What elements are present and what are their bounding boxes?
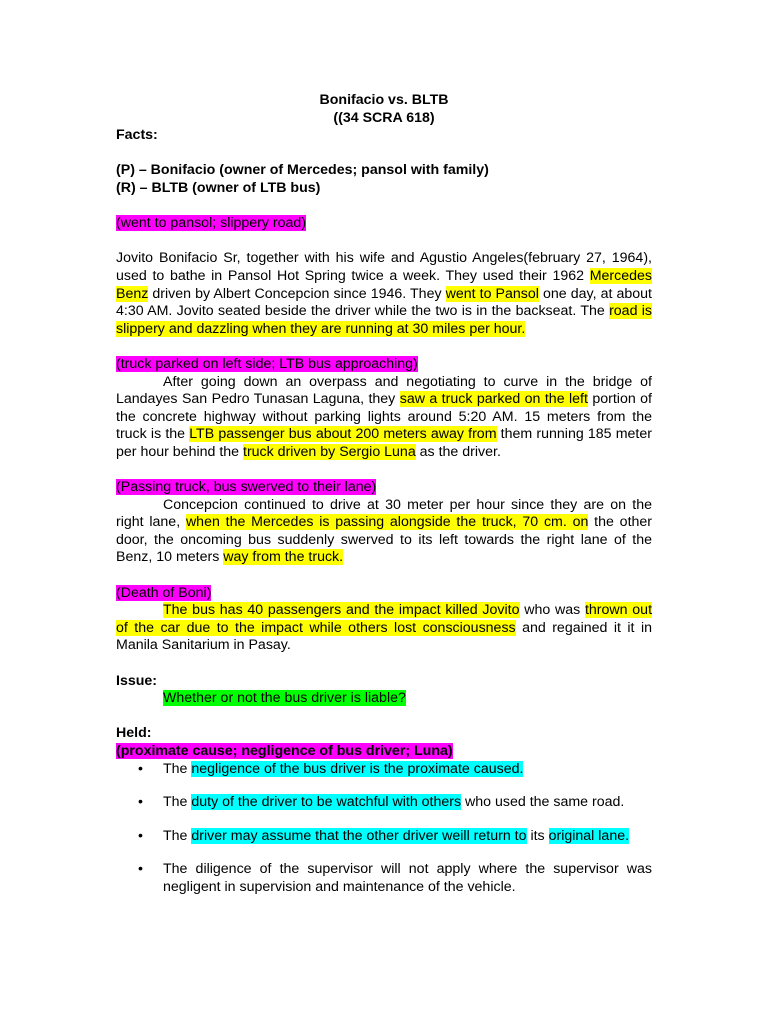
issue-heading: Issue:	[116, 672, 158, 689]
case-title: Bonifacio vs. BLTB	[319, 92, 449, 108]
facts-tag-2: (truck parked on left side; LTB bus approaching)	[116, 355, 418, 372]
facts-tag-4: (Death of Boni)	[116, 584, 212, 601]
facts-tag-1: (went to pansol; slippery road)	[116, 215, 307, 232]
held-item-3: • The driver may assume that the other driver weill return to its original lane.	[138, 827, 630, 844]
bullet-icon: •	[138, 794, 143, 811]
issue-text: Whether or not the bus driver is liable?	[163, 690, 406, 707]
bullet-icon: •	[138, 861, 143, 878]
petitioner-line: (P) – Bonifacio (owner of Mercedes; pansol with family)	[116, 162, 489, 179]
case-citation: ((34 SCRA 618)	[333, 109, 435, 126]
held-list	[116, 761, 652, 897]
respondent-line: (R) – BLTB (owner of LTB bus)	[116, 179, 321, 196]
held-item-2: • The duty of the driver to be watchful with others who used the same road.	[138, 794, 625, 811]
held-tag: (proximate cause; negligence of bus driver; Luna)	[116, 742, 453, 759]
held-heading: Held:	[116, 725, 152, 742]
bullet-icon: •	[138, 760, 143, 777]
bullet-icon: •	[138, 827, 143, 844]
held-item-1: • The negligence of the bus driver is the proximate caused.	[138, 760, 524, 777]
facts-paragraph-4: The bus has 40 passengers and the impact killed Jovito who was thrown out of the car due to the impact while others lost consciousness and regained it it in Manila Sanitarium in Pasay.	[116, 602, 653, 654]
facts-heading: Facts:	[116, 127, 158, 144]
case-digest-page	[116, 92, 652, 913]
held-item-4: • The diligence of the supervisor will not apply where the supervisor was negligent in supervision and maintenance of the vehicle.	[138, 861, 652, 895]
facts-tag-3: (Passing truck, bus swerved to their lane)	[116, 479, 377, 496]
facts-paragraph-2: After going down an overpass and negotiating to curve in the bridge of Landayes San Pedro Tunasan Laguna, they saw a truck parked on the left portion of the concrete highway without parking lights around 5:20 AM. 15 meters from the truck is the LTB passenger bus about 200 meters away from them running 185 meter per hour behind the truck driven by Sergio Luna as the driver.	[116, 373, 652, 460]
facts-paragraph-3: Concepcion continued to drive at 30 meter per hour since they are on the right lane, when the Mercedes is passing alongside the truck, 70 cm. on the other door, the oncoming bus suddenly swerved to its left towards the right lane of the Benz, 10 meters way from the truck.	[116, 496, 653, 566]
facts-paragraph-1: Jovito Bonifacio Sr, together with his wife and Agustio Angeles(february 27, 1964), used to bathe in Pansol Hot Spring twice a week. They used their 1962 Mercedes Benz driven by Albert Concepcion since 1946. They went to Pansol one day, at about 4:30 AM. Jovito seated beside the driver while the two is in the backseat. The road is slippery and dazzling when they are running at 30 miles per hour.	[116, 250, 652, 337]
